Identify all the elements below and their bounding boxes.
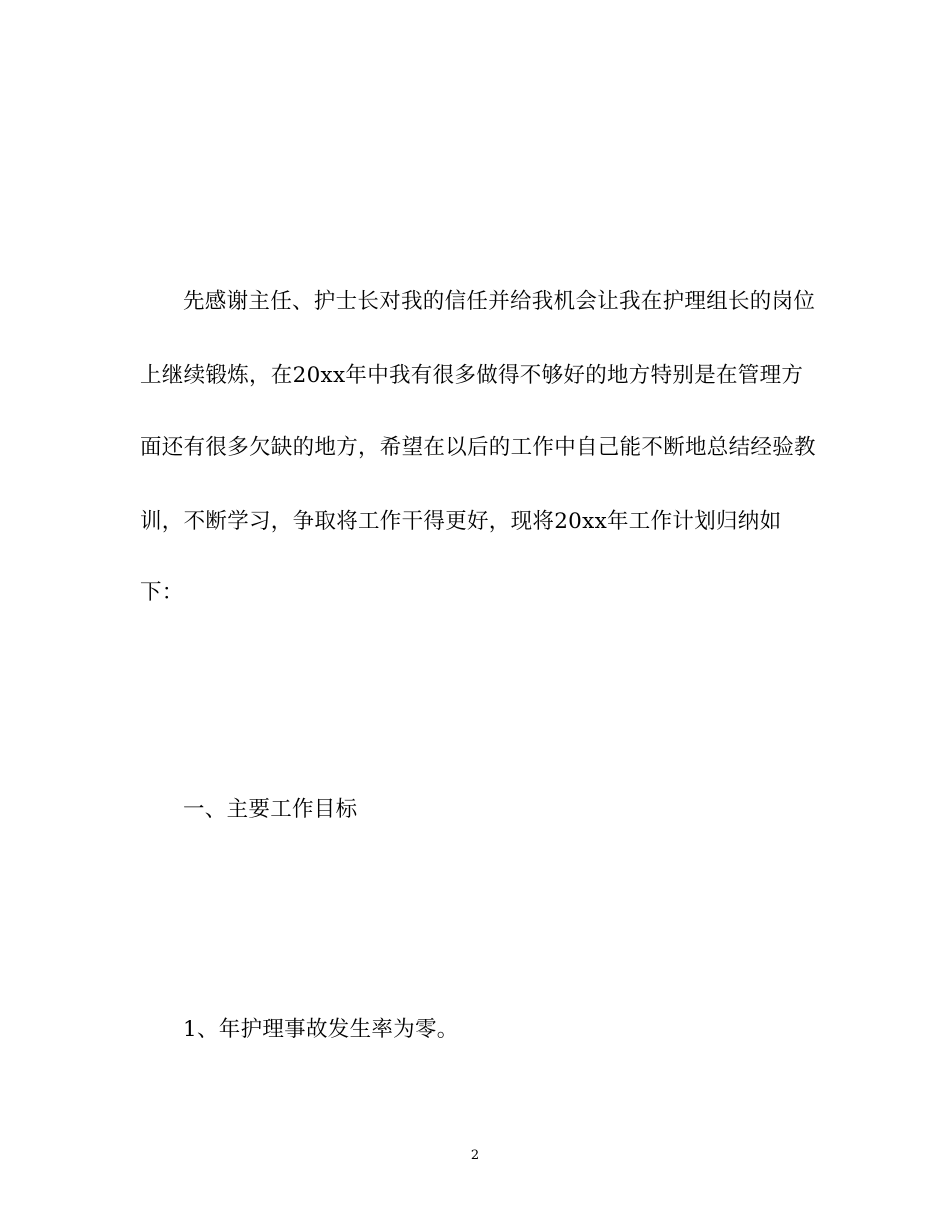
paragraph-line-1: 先感谢主任、护士长对我的信任并给我机会让我在护理组长的岗位 xyxy=(183,289,816,314)
paragraph-line-5: 下： xyxy=(140,580,184,605)
paragraph-line-4: 训，不断学习，争取将工作干得更好，现将20xx年工作计划归纳如 xyxy=(140,509,782,534)
section-heading: 一、主要工作目标 xyxy=(183,797,358,822)
paragraph-line-3: 面还有很多欠缺的地方，希望在以后的工作中自己能不断地总结经验教 xyxy=(140,435,816,460)
paragraph-line-2: 上继续锻炼，在20xx年中我有很多做得不够好的地方特别是在管理方 xyxy=(140,363,804,388)
list-item-1: 1、年护理事故发生率为零。 xyxy=(183,1017,459,1042)
page-number: 2 xyxy=(470,1148,480,1163)
